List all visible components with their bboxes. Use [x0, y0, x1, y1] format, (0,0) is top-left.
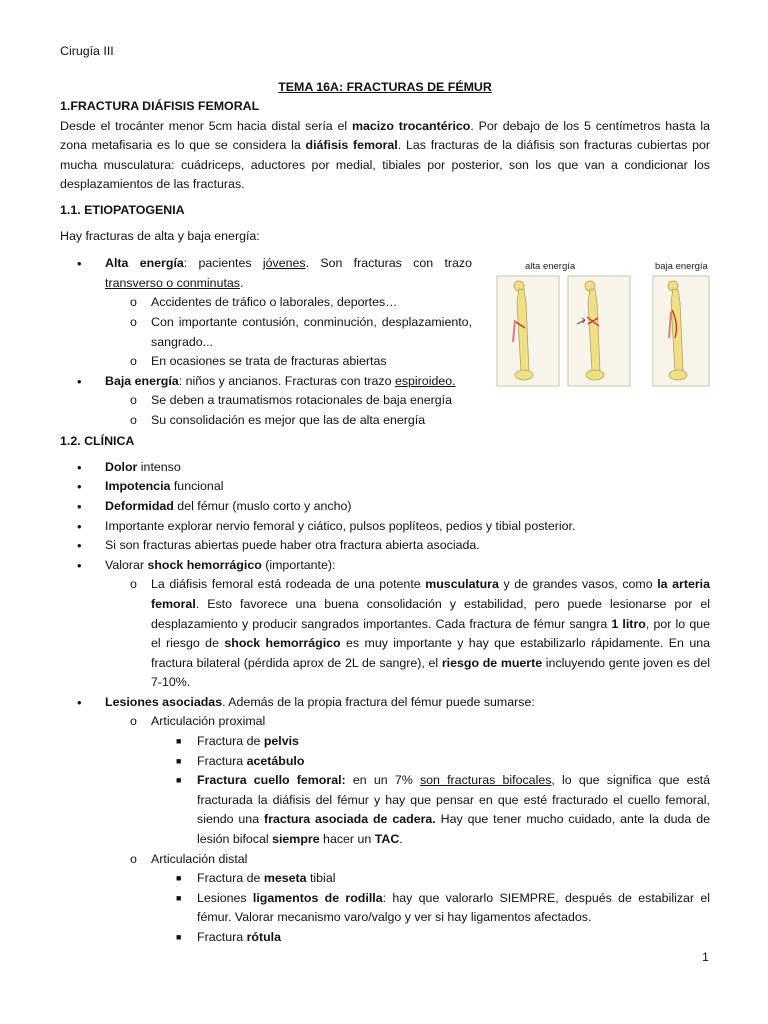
sub-item-shock-detail [60, 575, 710, 693]
text-run: , lo que significa que está fracturada la diáfisis del fémur y hay que pensar en que esté fracturado el cuello femoral, siendo una [197, 773, 711, 827]
text-run: Fractura [197, 930, 247, 944]
bold-run: TAC [374, 832, 400, 847]
bold-run: diáfisis femoral [305, 138, 398, 153]
bold-run: Alta energía [105, 256, 184, 271]
bold-run: Impotencia [105, 479, 171, 494]
list-item [60, 477, 710, 497]
bold-run: Baja energía [105, 373, 179, 388]
bold-run: siempre [272, 832, 320, 847]
text-run: funcional [170, 479, 224, 494]
page-number: 1 [702, 950, 709, 964]
text-run: . Por debajo de los 5 centímetros hasta la zona metafisaria es lo que se considera la [60, 118, 711, 153]
text-run: Articulación distal [151, 851, 248, 866]
document-body [60, 97, 710, 948]
text-run: . Son fracturas con trazo [305, 256, 472, 271]
text-run: Lesiones [197, 890, 253, 905]
sub-sub-item [60, 732, 710, 752]
text-run: es muy importante y hay que estabilizarlo rápidamente. En una fractura bilateral (pérdida aprox de 2L de sangre), el [151, 636, 710, 670]
underline-run: espiroideo. [394, 373, 456, 388]
bold-run: macizo trocantérico [351, 118, 471, 133]
sub-item-proximal [60, 712, 710, 732]
sub-sub-item [60, 928, 710, 948]
text-run: Se deben a traumatismos rotacionales de baja energía [151, 393, 453, 408]
clinica-list [60, 458, 710, 948]
text-run: incluyendo gente joven es del 7-10%. [151, 655, 710, 690]
section-1-paragraph [60, 117, 710, 195]
underline-run: transverso o conminutas [105, 275, 240, 290]
bullet-icon: • [77, 538, 82, 554]
section-heading-1-2: 1.2. CLÍNICA [60, 434, 135, 449]
section-heading-1: 1.FRACTURA DIÁFISIS FEMORAL [60, 99, 260, 113]
bold-run: 1 litro [611, 616, 646, 631]
circle-bullet-icon: o [130, 412, 137, 427]
bullet-icon: • [77, 557, 82, 573]
etiopatogenia-intro: Hay fracturas de alta y baja energía: [60, 228, 260, 243]
bullet-icon: • [77, 694, 82, 710]
underline-run: jóvenes [262, 256, 306, 271]
text-run: . Esto favorece una buena consolidación y estabilidad, pero puede lesionarse por el desplazamiento y producir sangrados importantes. Cada fractura de fémur sangra [151, 596, 710, 631]
text-run: : niños y ancianos. Fracturas con trazo [178, 373, 395, 388]
sub-item-distal [60, 850, 710, 870]
circle-bullet-icon: o [130, 354, 137, 369]
text-run: Articulación proximal [151, 714, 266, 729]
bold-run: Lesiones asociadas [105, 694, 223, 709]
list-item [60, 517, 710, 537]
list-item [60, 458, 710, 478]
text-run: Fractura [197, 753, 247, 768]
text-run: . [239, 275, 244, 290]
bold-run: shock hemorrágico [147, 557, 262, 572]
running-header: Cirugía III [60, 44, 114, 58]
bullet-icon: • [77, 479, 82, 495]
circle-bullet-icon: o [130, 295, 137, 310]
bold-run: ligamentos de rodilla [252, 890, 383, 905]
text-run: (importante): [261, 557, 336, 572]
energy-section [60, 254, 710, 427]
list-item [60, 497, 710, 517]
bold-run: Fractura cuello femoral: [197, 773, 346, 788]
sub-sub-item-ligamentos [60, 889, 710, 928]
label-alta-energia: alta energía [525, 262, 576, 273]
text-run: Fractura de [197, 734, 264, 749]
square-bullet-icon: ■ [176, 873, 182, 884]
sub-item [60, 293, 472, 313]
bullet-icon: • [77, 459, 82, 475]
sub-item [60, 313, 472, 352]
text-run: Importante explorar nervio femoral y ciático, pulsos poplíteos, pedios y tibial posterior. [105, 518, 576, 533]
text-run: en un 7% [345, 773, 420, 788]
bold-run: Deformidad [105, 498, 174, 513]
text-run: Hay que tener mucho cuidado, ante la duda de lesión bifocal [197, 812, 710, 847]
list-item-lesiones [60, 693, 710, 713]
text-run: . Además de la propia fractura del fémur puede sumarse: [222, 694, 535, 709]
energy-list [60, 254, 472, 430]
text-run: Desde el trocánter menor 5cm hacia distal sería el [60, 118, 352, 133]
text-run: tibial [306, 871, 336, 886]
section-heading-1-1: 1.1. ETIOPATOGENIA [60, 202, 185, 217]
sub-sub-item-cuello-femoral [60, 771, 710, 849]
text-run: y de grandes vasos, como [498, 577, 658, 592]
list-item [60, 536, 710, 556]
text-run: Con importante contusión, conminución, desplazamiento, sangrado... [151, 314, 472, 349]
bullet-icon: • [77, 256, 82, 272]
circle-bullet-icon: o [130, 393, 137, 408]
list-item-alta-energia [60, 254, 472, 293]
text-run: Su consolidación es mejor que las de alta energía [151, 412, 426, 427]
page-title: TEMA 16A: FRACTURAS DE FÉMUR [278, 80, 492, 94]
sub-item [60, 391, 472, 411]
sub-sub-item [60, 869, 710, 889]
bold-run: Dolor [105, 459, 138, 474]
text-run: del fémur (muslo corto y ancho) [173, 498, 352, 513]
text-run: Valorar [105, 557, 148, 572]
text-run: hacer un [319, 832, 375, 847]
text-run: , por lo que el riesgo de [151, 616, 710, 651]
bold-run: musculatura [425, 577, 499, 592]
sub-sub-item [60, 752, 710, 772]
text-run: : pacientes [183, 256, 263, 271]
underline-run: son fracturas bifocales [419, 773, 552, 788]
text-run: La diáfisis femoral está rodeada de una potente [151, 577, 426, 592]
text-run: . [399, 832, 403, 847]
bold-run: acetábulo [246, 753, 305, 768]
bold-run: la arteria femoral [151, 577, 710, 611]
sub-item [60, 411, 472, 431]
bullet-icon: • [77, 498, 82, 514]
text-run: . Las fracturas de la diáfisis son fracturas cubiertas por mucha musculatura: cuádriceps, aductores por medial, tibiales por posterior, son los que van a condicionar los desplazamientos de las fracturas. [60, 138, 710, 192]
square-bullet-icon: ■ [176, 775, 182, 786]
bullet-icon: • [77, 373, 82, 389]
bold-run: riesgo de muerte [441, 655, 543, 670]
text-run: Si son fracturas abiertas puede haber otra fractura abierta asociada. [105, 538, 480, 553]
bold-run: rótula [246, 930, 281, 944]
femur-fracture-figure [495, 262, 713, 388]
sub-item [60, 352, 472, 372]
bold-run: shock hemorrágico [224, 636, 341, 651]
text-run: intenso [137, 459, 181, 474]
square-bullet-icon: ■ [176, 755, 182, 766]
circle-bullet-icon: o [130, 851, 137, 866]
circle-bullet-icon: o [130, 714, 137, 729]
bold-run: pelvis [263, 734, 299, 749]
square-bullet-icon: ■ [176, 932, 182, 942]
circle-bullet-icon: o [130, 314, 137, 329]
list-item-shock [60, 556, 710, 576]
label-baja-energia: baja energía [655, 262, 708, 273]
text-run: : hay que valorarlo SIEMPRE, después de estabilizar el fémur. Valorar mecanismo varo/valgo y ver si hay ligamentos afectados. [197, 890, 711, 925]
bold-run: fractura asociada de cadera. [264, 812, 436, 827]
circle-bullet-icon: o [130, 577, 137, 592]
text-run: En ocasiones se trata de fracturas abiertas [151, 354, 387, 369]
square-bullet-icon: ■ [176, 736, 182, 747]
square-bullet-icon: ■ [176, 892, 182, 903]
text-run: Accidentes de tráfico o laborales, deportes… [151, 295, 398, 310]
bold-run: meseta [263, 871, 307, 886]
bullet-icon: • [77, 518, 82, 534]
list-item-baja-energia [60, 372, 472, 392]
text-run: Fractura de [197, 871, 264, 886]
